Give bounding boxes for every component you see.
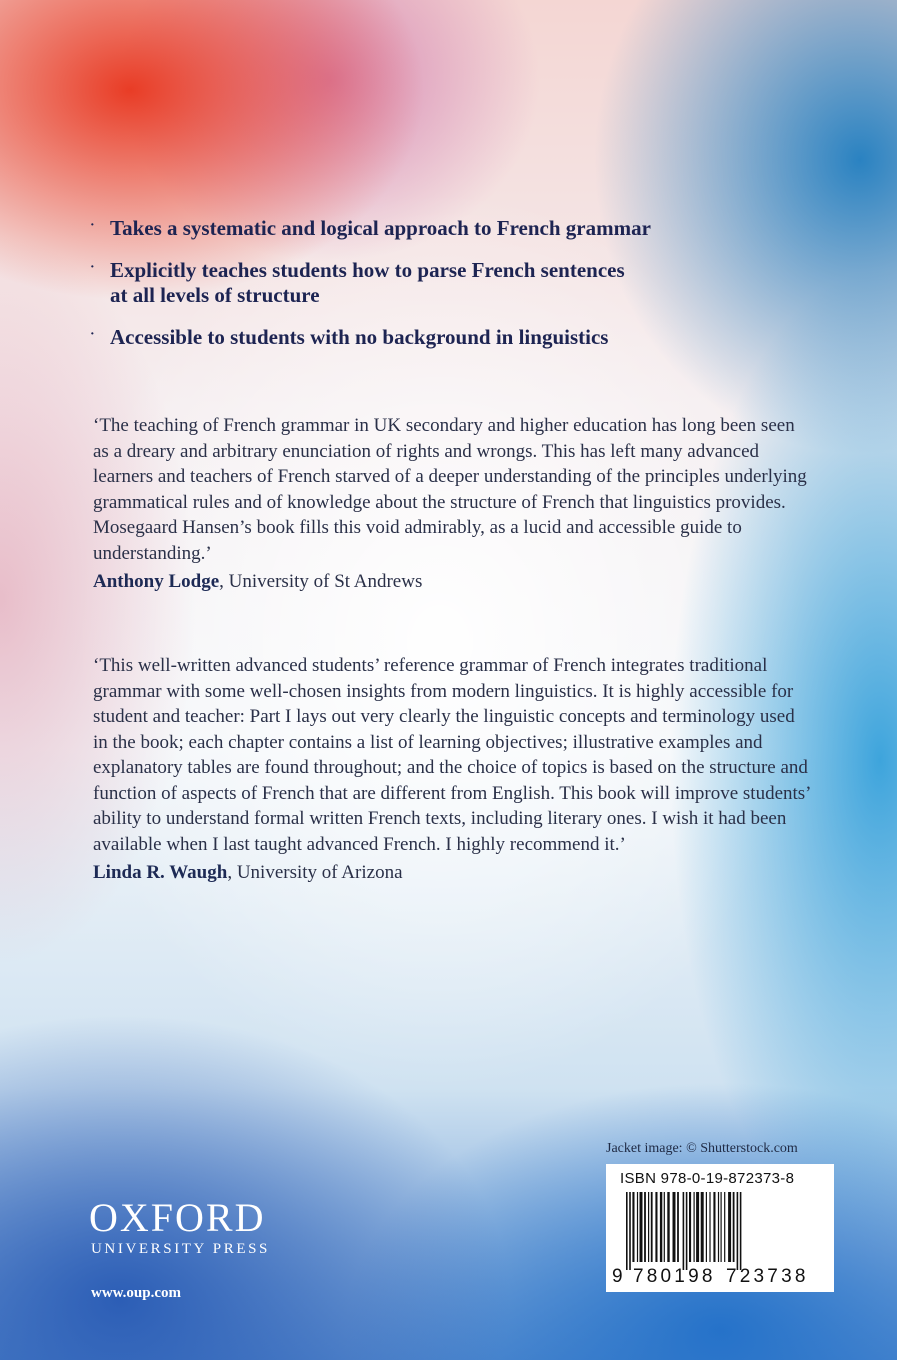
barcode-bar (651, 1192, 653, 1262)
barcode-bar (664, 1192, 665, 1262)
isbn-barcode (606, 1164, 834, 1292)
barcode-bar (694, 1192, 695, 1262)
publisher-website-link[interactable]: www.oup.com (91, 1285, 182, 1301)
barcode-bar (718, 1192, 719, 1262)
barcode-bar (655, 1192, 657, 1262)
publisher-name: OXFORD (89, 1195, 266, 1240)
publisher-subtitle: UNIVERSITY PRESS (91, 1241, 270, 1257)
endorsement-quote (93, 653, 813, 886)
barcode-bar (696, 1192, 699, 1262)
barcode-bar (673, 1192, 676, 1262)
isbn-label: ISBN 978-0-19-872373-8 (620, 1170, 795, 1187)
feature-bullet-list (86, 216, 806, 367)
barcode-bar (709, 1192, 710, 1262)
endorsement-quote (93, 413, 813, 595)
barcode-bar (686, 1192, 688, 1270)
endorser-name: Linda R. Waugh (93, 862, 228, 883)
barcode-bar (677, 1192, 679, 1262)
barcode-bar (667, 1192, 669, 1262)
barcode-bar (640, 1192, 643, 1262)
barcode-digit-first: 9 (612, 1266, 623, 1287)
quote-text: ‘The teaching of French grammar in UK secondary and higher education has long been seen as a dreary and arbitrary enunciation of rights and wrongs. This has left many advanced learners and teachers of French starved of a deeper understanding of the principles underlying grammatical rules and of knowledge about the structure of French that linguistics provides. Mosegaard Hansen’s book fills this void admirably, as a lucid and accessible guide to understanding.’ (93, 415, 807, 564)
bullet-icon: · (90, 327, 95, 342)
barcode-bar (660, 1192, 662, 1262)
quote-attribution (93, 860, 813, 886)
oxford-university-press-logo (89, 1195, 270, 1258)
barcode-bar (737, 1192, 739, 1270)
quote-text: ‘This well-written advanced students’ reference grammar of French integrates traditional grammar with some well-chosen insights from modern linguistics. It is highly accessible for student and teacher: Part I lays out very clearly the linguistic concepts and terminology used in the book; each chapter contains a list of learning objectives; illustrative examples and explanatory tables are found throughout; and the choice of topics is based on the structure and function of aspects of French that are different from English. This book will improve students’ ability to understand formal written French texts, including literary ones. I wish it had been available when I last taught advanced French. I highly recommend it.’ (93, 655, 811, 855)
barcode-bar (733, 1192, 735, 1262)
barcode-bar (724, 1192, 725, 1262)
barcode-bar (648, 1192, 649, 1262)
jacket-image-credit: Jacket image: © Shutterstock.com (606, 1141, 798, 1156)
quote-attribution (93, 569, 813, 595)
barcode-bar (721, 1192, 722, 1262)
barcode-bar (689, 1192, 691, 1262)
barcode-bar (706, 1192, 707, 1262)
barcode-digits-left: 780198 (633, 1266, 716, 1287)
barcode-bar (626, 1192, 628, 1270)
barcode-bar (701, 1192, 704, 1262)
barcode-bar (728, 1192, 731, 1262)
feature-bullet: · Accessible to students with no background in linguistics (86, 325, 806, 350)
barcode-bar (713, 1192, 715, 1262)
barcode-bar (637, 1192, 638, 1262)
barcode-bar (632, 1192, 634, 1262)
endorser-name: Anthony Lodge (93, 571, 220, 592)
feature-bullet: · Explicitly teaches students how to parse French sentences at all levels of structure (86, 258, 806, 308)
bullet-icon: · (90, 260, 95, 275)
barcode-bar (644, 1192, 646, 1262)
feature-bullet: · Takes a systematic and logical approach to French grammar (86, 216, 806, 241)
barcode-bar (683, 1192, 685, 1270)
endorser-institution: , University of St Andrews (219, 571, 423, 592)
bullet-icon: · (90, 218, 95, 233)
barcode-bar (629, 1192, 631, 1270)
endorser-institution: , University of Arizona (227, 862, 403, 883)
barcode-digits-right: 723738 (726, 1266, 809, 1287)
barcode-bar (740, 1192, 742, 1270)
